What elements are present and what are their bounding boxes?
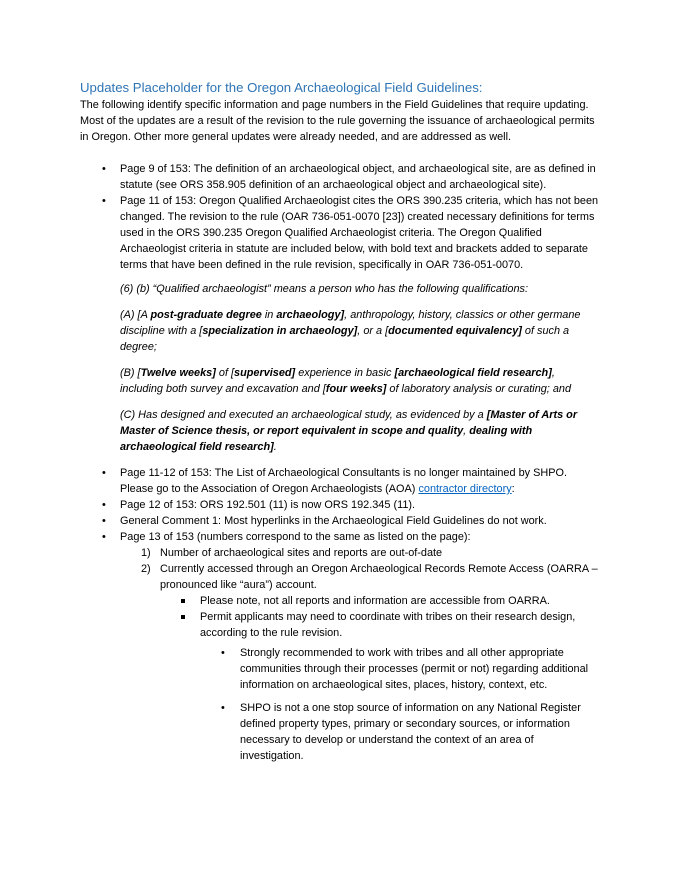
intro-paragraph: The following identify specific information and page numbers in the Field Guidelines that require updating. Most of the updates are a result of the revision to the rule governing the issuance of archaeological permits in Oregon. Other more general updates were already needed, and are addressed as well. xyxy=(80,99,595,143)
list-item-page-9: • Page 9 of 153: The definition of an archaeological object, and archaeological site, are as defined in statute (see ORS 358.905 definition of an archaeological object and archaeological site). xyxy=(80,161,600,193)
quote-term: archaeology] xyxy=(276,309,345,321)
quote-term: supervised] xyxy=(234,367,296,379)
nested-bullet-item: • Strongly recommended to work with tribes and all other appropriate communities through their processes (permit or not) regarding additional information on archaeological sites, places, history, context, etc. xyxy=(200,645,600,693)
quote-text: , or a [ xyxy=(357,325,389,337)
quote-criteria-b xyxy=(120,365,600,397)
item-text: Page 13 of 153 (numbers correspond to the same as listed on the page): xyxy=(120,531,471,543)
statute-quote xyxy=(120,281,600,455)
quote-text: of laboratory analysis or curating; and xyxy=(386,383,572,395)
item-text: Currently accessed through an Oregon Archaeological Records Remote Access (OARRA – pronounced like “aura”) account. xyxy=(160,563,598,591)
numbered-item-1 xyxy=(120,545,600,561)
document-body xyxy=(80,79,600,771)
list-item-page-11-12 xyxy=(80,465,600,497)
contractor-directory-link[interactable]: contractor directory xyxy=(418,483,512,495)
list-item-page-12: • Page 12 of 153: ORS 192.501 (11) is now ORS 192.345 (11). xyxy=(80,497,600,513)
item-text: : xyxy=(511,483,515,495)
nested-bullet-item: • SHPO is not a one stop source of information on any National Register defined property types, primary or secondary sources, or information necessary to develop or understand the context of an area of investigation. xyxy=(200,700,600,764)
item-text: Number of archaeological sites and reports are out-of-date xyxy=(160,547,443,559)
update-list xyxy=(80,161,600,764)
quote-text: of such a degree; xyxy=(120,325,570,353)
quote-criteria-c xyxy=(120,407,600,455)
item-text: Page 11 of 153: Oregon Qualified Archaeologist cites the ORS 390.235 criteria, which has not been changed. The revision to the rule (OAR 736-051-0070 [23]) created necessary definitions for terms used in the ORS 390.235 Oregon Qualified Archaeologist criteria. The Oregon Qualified Archaeologist criteria in statute are included below, with bold text and brackets added to separate terms that have been defined in the rule revision, specifically in OAR 736-051-0070. xyxy=(120,195,599,271)
quote-criteria-a xyxy=(120,307,600,355)
nested-bullet-list xyxy=(200,645,600,764)
square-bullet-list xyxy=(160,593,600,764)
square-bullet-item xyxy=(160,609,600,764)
quote-text: of [ xyxy=(215,367,235,379)
quote-term: documented equivalency] xyxy=(388,325,522,337)
quote-term: Twelve weeks] xyxy=(140,367,216,379)
square-bullet-item: Please note, not all reports and information are accessible from OARRA. xyxy=(160,593,600,609)
numbered-list xyxy=(120,545,600,764)
quote-text: (A) [A xyxy=(120,309,151,321)
quote-term: post-graduate degree xyxy=(150,309,262,321)
quote-term: dealing with archaeological field research] xyxy=(120,425,533,453)
quote-term: [archaeological field research] xyxy=(394,367,552,379)
item-number: 1) xyxy=(141,547,151,559)
quote-intro: (6) (b) “Qualified archaeologist” means a person who has the following qualifications: xyxy=(120,283,529,295)
quote-text: (C) Has designed and executed an archaeological study, as evidenced by a xyxy=(120,409,487,421)
quote-text: (B) [ xyxy=(120,367,141,379)
quote-text: in xyxy=(261,309,277,321)
quote-term: specialization in archaeology] xyxy=(202,325,358,337)
item-text: Page 11-12 of 153: The List of Archaeological Consultants is no longer maintained by SHPO. Please go to the Association of Oregon Archaeologists (AOA) xyxy=(120,467,567,495)
item-number: 2) xyxy=(141,563,151,575)
list-item-page-11 xyxy=(80,193,600,455)
page-title: Updates Placeholder for the Oregon Archaeological Field Guidelines: xyxy=(80,80,483,95)
quote-term: [Master of Arts or Master of Science thesis, or report equivalent in scope and quality xyxy=(120,409,578,437)
list-item-page-13 xyxy=(80,529,600,764)
quote-text: experience in basic xyxy=(295,367,395,379)
quote-term: four weeks] xyxy=(325,383,387,395)
quote-text: . xyxy=(273,441,277,453)
quote-text: , including both survey and excavation and [ xyxy=(120,367,555,395)
list-item-general-comment: • General Comment 1: Most hyperlinks in the Archaeological Field Guidelines do not work. xyxy=(80,513,600,529)
numbered-item-2 xyxy=(120,561,600,764)
item-text: Permit applicants may need to coordinate with tribes on their research design, according to the rule revision. xyxy=(200,611,576,639)
quote-text: , xyxy=(463,425,470,437)
quote-text: , anthropology, history, classics or other germane discipline with a [ xyxy=(120,309,581,337)
